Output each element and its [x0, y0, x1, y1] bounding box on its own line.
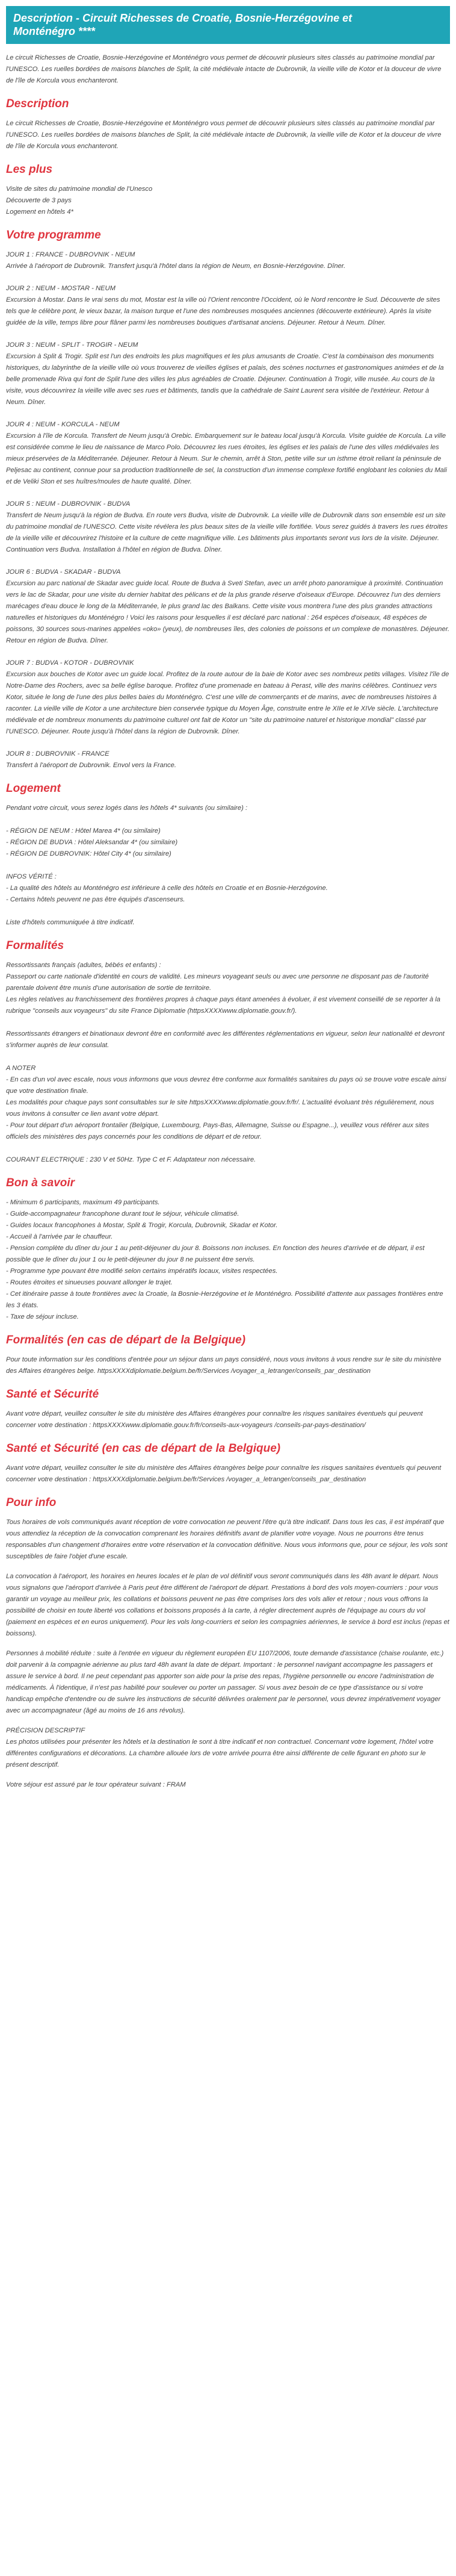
day-title: JOUR 7 : BUDVA - KOTOR - DUBROVNIK — [6, 659, 134, 667]
day-title: JOUR 6 : BUDVA - SKADAR - BUDVA — [6, 568, 121, 576]
day-title: JOUR 4 : NEUM - KORCULA - NEUM — [6, 421, 120, 428]
plus-item: Logement en hôtels 4* — [6, 208, 73, 216]
tour-operator-text: Votre séjour est assuré par le tour opérateur suivant : FRAM — [6, 1781, 186, 1788]
precision-text: Les photos utilisées pour présenter les hôtels et la destination le sont à titre indicatif et non contractuel. Concernant votre logement, l'hôtel votre différentes configurations et décorations. La chambre allouée lors de votre arrivée pourra être ainsi différente de celle figurant en photo sur le présent descriptif. — [6, 1738, 434, 1769]
day-4 — [6, 419, 450, 488]
section-title-programme: Votre programme — [6, 229, 101, 241]
section-title-formalites: Formalités — [6, 939, 64, 952]
line-spacer — [6, 1143, 450, 1154]
section-title-logement: Logement — [6, 782, 61, 795]
logement-line: Liste d'hôtels communiquée à titre indicatif. — [6, 919, 135, 926]
programme-days — [6, 249, 450, 771]
intro-text: Le circuit Richesses de Croatie, Bosnie-Herzégovine et Monténégro vous permet de découvrir plusieurs sites classés au patrimoine mondial par l'UNESCO. Les ruelles bordées de maisons blanches de Split, la cité médiévale intacte de Dubrovnik, la vieille ville de Kotor et la douceur de vivre de l'île de Korcula vous enchanteront. — [6, 54, 442, 84]
formalites-line: A NOTER — [6, 1065, 36, 1072]
logement-line: - Certains hôtels peuvent ne pas être équipés d'ascenseurs. — [6, 896, 185, 903]
logement-line: - RÉGION DE DUBROVNIK: Hôtel City 4* (ou similaire) — [6, 850, 171, 857]
bon-savoir-line: - Pension complète du dîner du jour 1 au petit-déjeuner du jour 8. Boissons non incluses. En fonction des heures d'arrivée et de départ, il est possible que le dîner du jour 1 ou le petit-déjeuner du jour 8 ne puissent être servis. — [6, 1245, 425, 1263]
day-text: Transfert de Neum jusqu'à la région de Budva. En route vers Budva, visite de Dubrovnik. La vieille ville de Dubrovnik dans son ensemble est un site du patrimoine mondial de l'UNESCO. Cette visite révélera les plus beaux sites de la vieille ville fortifiée. Vous serez guidés à travers les rues étroites de la vieille ville et découvrirez l'histoire et la culture de cette magnifique ville. Les bâtiments plus importants seront vus lors de la visite. Déjeuner. Continuation vers Budva. Installation à l'hôtel en région de Budva. Dîner. — [6, 512, 448, 553]
bon-savoir-line: - Accueil à l'arrivée par le chauffeur. — [6, 1233, 113, 1240]
formalites-line: Ressortissants étrangers et binationaux devront être en conformité avec les différentes réglementations en vigueur, selon leur nationalité et devront s'informer auprès de leur consulat. — [6, 1030, 445, 1049]
line-spacer — [6, 906, 450, 917]
bon-savoir-text — [6, 1197, 450, 1323]
bon-savoir-line: - Guides locaux francophones à Mostar, Split & Trogir, Korcula, Dubrovnik, Skadar et Kotor. — [6, 1222, 278, 1229]
section-title-plus: Les plus — [6, 163, 53, 176]
line-spacer — [6, 814, 450, 826]
bon-savoir-line: - Routes étroites et sinueuses pouvant allonger le trajet. — [6, 1279, 173, 1286]
section-title-description: Description — [6, 98, 69, 110]
formalites-line: COURANT ELECTRIQUE : 230 V et 50Hz. Type C et F. Adaptateur non nécessaire. — [6, 1156, 256, 1163]
banner-title-line-1: Description - Circuit Richesses de Croatie, Bosnie-Herzégovine et — [13, 12, 353, 24]
section-title-bon-savoir: Bon à savoir — [6, 1177, 75, 1189]
day-3 — [6, 340, 450, 408]
logement-line: - La qualité des hôtels au Monténégro est inférieure à celle des hôtels en Croatie et en Bosnie-Herzégovine. — [6, 885, 328, 892]
day-text: Excursion à Mostar. Dans le vrai sens du mot, Mostar est la ville où l'Orient rencontre l'Occident, où le Nord rencontre le Sud. Découverte de sites tels que le célèbre pont, le vieux bazar, la maison turque et l'une des nombreuses mosquées anciennes (découverte extérieure). Après la visite guidée de la ville, temps libre pour flâner parmi les nombreuses boutiques d'artisanat anciens. Déjeuner. Retour à Neum. Dîner. — [6, 296, 440, 326]
bon-savoir-line: - Cet itinéraire passe à toute frontières avec la Croatie, la Bosnie-Herzégovine et le Monténégro. Possibilité d'attente aux passages frontières entre — [6, 1290, 443, 1298]
plus-item: Visite de sites du patrimoine mondial de l'Unesco — [6, 185, 153, 193]
plus-item: Découverte de 3 pays — [6, 197, 72, 204]
line-spacer — [6, 1017, 450, 1028]
day-text: Excursion aux bouches de Kotor avec un guide local. Profitez de la route autour de la baie de Kotor avec ses nombreux petits villages. Visitez l'île de Notre-Dame des Rochers, avec sa belle église baroque. Profitez d'une promenade en bateau à Perast, ville des marins célèbres. Continuez vers Kotor, située le long de l'une des plus belles baies du Monténégro. C'est une ville de commerçants et de marins, avec de nombreuses histoires à raconter. La vieille ville de Kotor a une architecture bien conservée typique du Moyen Âge, construite entre le XIIe et le XIVe siècle. L'architecture médiévale et de nombreux monuments du patrimoine culturel ont fait de Kotor un "site du patrimoine naturel et historique mondial" classé par l'UNESCO. Déjeuner. Route jusqu'à l'hôtel dans la région de Dubrovnik. Dîner. — [6, 671, 449, 735]
day-title: JOUR 1 : FRANCE - DUBROVNIK - NEUM — [6, 251, 135, 258]
day-text: Excursion à l'île de Korcula. Transfert de Neum jusqu'à Orebic. Embarquement sur le bateau local jusqu'à Korcula. Visite guidée de Korcula. La ville est considérée comme le lieu de naissance de Marco Polo. Découvrez les rues étroites, les églises et les palais de l'une des villes médiévales les mieux préservées de la Méditerranée. Déjeuner. Retour à Neum. Sur le chemin, arrêt à Ston, petite ville sur un isthme étroit reliant la péninsule de Peljesac au continent, connue pour sa production traditionnelle de sel, la construction d'un immense complexe fortifié englobant les colonies du Mali et de Veliki Ston et ses huîtres/moules de haute qualité. Dîner. — [6, 432, 447, 485]
section-title-pour-info: Pour info — [6, 1496, 57, 1509]
banner-title-line-2: Monténégro **** — [13, 25, 96, 37]
section-title-sante-securite: Santé et Sécurité — [6, 1388, 99, 1401]
day-title: JOUR 3 : NEUM - SPLIT - TROGIR - NEUM — [6, 341, 138, 349]
formalites-line: Passeport ou carte nationale d'identité en cours de validité. Les mineurs voyageant seuls ou avec une personne ne disposant pas de l'autorité parentale doivent être munis d'une autorisation de sortie de territoire. — [6, 973, 429, 992]
bon-savoir-line: - Taxe de séjour incluse. — [6, 1313, 79, 1321]
pour-info-paragraph: Tous horaires de vols communiqués avant réception de votre convocation ne peuvent l'être qu'à titre indicatif. Dans tous les cas, il est impératif que vous attendiez la réception de la convocation comprenant les horaires définitifs avant de planifier votre voyage. Nous ne pourrons être tenus responsables d'un changement d'horaires entre votre réservation et la convocation définitive. Nous vous informons que, pour ce séjour, les vols sont susceptibles de faire l'objet d'une escale. — [6, 1519, 448, 1560]
day-text: Excursion au parc national de Skadar avec guide local. Route de Budva à Sveti Stefan, avec un arrêt photo panoramique à proximité. Continuation vers le lac de Skadar, pour une visite du dernier habitat des pélicans et de la plus grande réserve d'oiseaux d'Europe. Découvrez l'un des derniers marécages d'eau douce le long de la Méditerranée, le plus grand lac des Balkans. Cette visite vous montrera l'une des plus grandes attractions naturelles et historiques du Monténégro ! Voici les raisons pour lesquelles il est déclaré parc national : 264 espèces d'oiseaux, 48 espèces de poissons, 30 sources sous-marines appelées «oko» (yeux), de nombreuses îles, des colonies de poissons et un complexe de monastères. Déjeuner. Retour en région de Budva. Dîner. — [6, 580, 450, 644]
formalites-line: - Pour tout départ d'un aéroport frontalier (Belgique, Luxembourg, Pays-Bas, Allemagne, Suisse ou Espagne...), veuillez vous référer aux sites officiels des ministères des pays concernés pour les conditions de départ et de retour. — [6, 1122, 430, 1140]
day-2 — [6, 283, 450, 329]
section-title-sante-securite-belgique: Santé et Sécurité (en cas de départ de la Belgique) — [6, 1442, 281, 1455]
day-title: JOUR 2 : NEUM - MOSTAR - NEUM — [6, 285, 116, 292]
day-text: Excursion à Split & Trogir. Split est l'un des endroits les plus magnifiques et les plus amusants de Croatie. C'est la combinaison des monuments historiques, du labyrinthe de la vieille ville où vous trouverez de vieilles églises et palais, des scènes nocturnes et gastronomiques animées et de la belle promenade Riva qui font de Split l'une des villes les plus agréables de Croatie. Déjeuner. Continuation à Trogir, ville musée. Au cours de la visite, vous découvrirez la vieille ville avec ses rues et bâtiments, tandis que la cathédrale de Saint Laurent sera visitée de l'extérieur. Retour à Neum. Dîner. — [6, 353, 444, 406]
logement-line: - RÉGION DE NEUM : Hôtel Marea 4* (ou similaire) — [6, 827, 161, 835]
sante-securite-belgique-text: Avant votre départ, veuillez consulter le site du ministère des Affaires étrangères belge pour connaître les risques sanitaires éventuels qui peuvent concerner votre destination : httpsXXXXdiplomatie.belgium.be/fr/Services /voyager_a_letranger/conseils_par_destination — [6, 1464, 442, 1483]
day-title: JOUR 8 : DUBROVNIK - FRANCE — [6, 750, 109, 758]
logement-text — [6, 803, 450, 929]
formalites-line: Les règles relatives au franchissement des frontières propres à chaque pays étant amenées à évoluer, il est vivement conseillé de se reporter à la rubrique "conseils aux voyageurs" du site France Diplomatie (httpsXXXXwww.diplomatie.gouv.fr/). — [6, 996, 440, 1015]
precision-heading: PRÉCISION DESCRIPTIF — [6, 1727, 85, 1734]
day-text: Arrivée à l'aéroport de Dubrovnik. Transfert jusqu'à l'hôtel dans la région de Neum, en Bosnie-Herzégovine. Dîner. — [6, 263, 346, 270]
logement-line: INFOS VÉRITÉ : — [6, 873, 57, 880]
pour-info-paragraph — [6, 1725, 450, 1771]
day-7 — [6, 658, 450, 738]
day-title: JOUR 5 : NEUM - DUBROVNIK - BUDVA — [6, 500, 131, 508]
description-text: Le circuit Richesses de Croatie, Bosnie-Herzégovine et Monténégro vous permet de découvrir plusieurs sites classés au patrimoine mondial par l'UNESCO. Les ruelles bordées de maisons blanches de Split, la cité médiévale intacte de Dubrovnik, la vieille ville de Kotor et la douceur de vivre de l'île de Korcula vous enchanteront. — [6, 120, 442, 150]
bon-savoir-line: - Programme type pouvant être modifié selon certains impératifs locaux, visites respectées. — [6, 1268, 278, 1275]
section-title-formalites-belgique: Formalités (en cas de départ de la Belgique) — [6, 1334, 246, 1346]
pour-info-paragraph: Personnes à mobilité réduite : suite à l'entrée en vigueur du règlement européen EU 1107/2006, toute demande d'assistance (chaise roulante, etc.) doit parvenir à la compagnie aérienne au plus tard 48h avant la date de départ. Important : le personnel navigant accompagne les passagers et assure le service à bord. Il ne peut cependant pas apporter son aide pour la prise des repas, l'hygiène personnelle ou encore l'administration de médicaments. À l'identique, il n'est pas habilité pour soulever ou porter un passager. Si vous avez besoin de ce type d'assistance ou si votre handicap empêche d'entendre ou de suivre les instructions de sécurité délivrées oralement par le personnel, vous devrez impérativement voyager avec un accompagnateur (âgé au moins de 16 ans révolus). — [6, 1650, 444, 1714]
formalites-text — [6, 960, 450, 1166]
logement-line: Pendant votre circuit, vous serez logés dans les hôtels 4* suivants (ou similaire) : — [6, 804, 248, 812]
plus-list — [6, 184, 450, 218]
bon-savoir-line: les 3 états. — [6, 1302, 39, 1309]
formalites-line: Ressortissants français (adultes, bébés et enfants) : — [6, 962, 161, 969]
formalites-line: - En cas d'un vol avec escale, nous vous informons que vous devrez être conforme aux formalités sanitaires du pays où se trouve votre escale ainsi que votre destination finale. — [6, 1076, 446, 1095]
day-text: Transfert à l'aéroport de Dubrovnik. Envol vers la France. — [6, 762, 176, 769]
formalites-line: Les modalités pour chaque pays sont consultables sur le site httpsXXXXwww.diplomatie.gouv.fr/fr/. L'actualité évoluant très régulièrement, nous vous invitons à consulter ce lien avant votre départ. — [6, 1099, 434, 1118]
bon-savoir-line: - Minimum 6 participants, maximum 49 participants. — [6, 1199, 160, 1206]
day-6 — [6, 567, 450, 647]
bon-savoir-line: - Guide-accompagnateur francophone durant tout le séjour, véhicule climatisé. — [6, 1210, 239, 1218]
day-8 — [6, 748, 450, 771]
logement-line: - RÉGION DE BUDVA : Hôtel Aleksandar 4* (ou similaire) — [6, 839, 178, 846]
day-5 — [6, 499, 450, 556]
pour-info-paragraph: La convocation à l'aéroport, les horaires en heures locales et le plan de vol définitif vous seront communiqués dans les 48h avant le départ. Nous vous signalons que l'aéroport d'arrivée à Paris peut être différent de l'aéroport de départ. Prestations à bord des vols moyen-courriers : pour vous garantir un voyage au meilleur prix, les collations et boissons peuvent ne pas être comprises lors des vols aller et retour ; nous vous offrons la possibilité de choisir en toute liberté vos collations et boissons proposés à la carte, à régler directement auprès de l'équipage au cours du vol (paiement en espèces et en euros uniquement). Pour les vols long-courriers et selon les compagnies aériennes, le service à bord est inclus (repas et boissons). — [6, 1573, 449, 1637]
line-spacer — [6, 860, 450, 871]
sante-securite-text: Avant votre départ, veuillez consulter le site du ministère des Affaires étrangères pour connaître les risques sanitaires éventuels qui peuvent concerner votre destination : httpsXXXXwww.diplomatie.gouv.fr/fr/conseils-aux-voyageurs /conseils-par-pays-destination/ — [6, 1410, 423, 1429]
formalites-belgique-text: Pour toute information sur les conditions d'entrée pour un séjour dans un pays considéré, nous vous invitons à vous rendre sur le site du ministère des Affaires étrangères belge. httpsXXXXdiplomatie.belgium.be/fr/Services /voyager_a_letranger/conseils_par_destination — [6, 1356, 442, 1375]
line-spacer — [6, 1051, 450, 1063]
title-banner — [6, 6, 450, 44]
day-1 — [6, 249, 450, 272]
